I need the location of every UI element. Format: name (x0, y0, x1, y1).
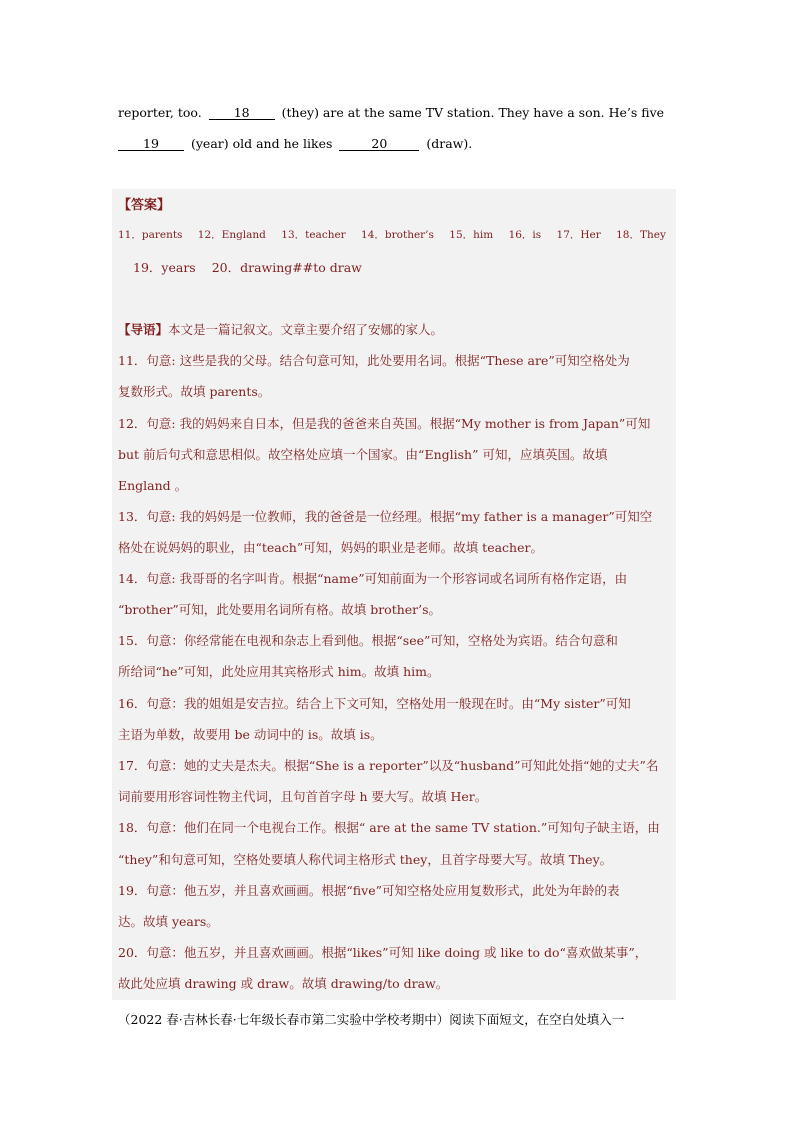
explanation-line: 19．句意：他五岁，并且喜欢画画。根据“five”可知空格处应用复数形式，此处为年龄的表 (118, 883, 620, 898)
blank-19: 19 (118, 137, 184, 151)
answer-item: 13．teacher (281, 229, 346, 241)
explanation-line: 13．句意: 我的妈妈是一位教师，我的爸爸是一位经理。根据“my father is a manager”可知空 (118, 509, 653, 524)
explanation-line: 词前要用形容词性物主代词，且句首首字母 h 要大写。故填 Her。 (118, 789, 488, 804)
explanation-line: “brother”可知，此处要用名词所有格。故填 brother’s。 (118, 602, 442, 617)
answer-panel (112, 189, 676, 1000)
guide-label: 【导语】 (118, 322, 169, 337)
answer-item: 20．drawing##to draw (211, 260, 362, 275)
answer-item: 12．England (197, 229, 266, 241)
explanation-line: “they”和句意可知，空格处要填人称代词主格形式 they，且首字母要大写。故填 They。 (118, 852, 613, 867)
explanation-line: England 。 (118, 478, 188, 493)
explanation-line: 达。故填 years。 (118, 914, 219, 929)
explanation-line: but 前后句式和意思相似。故空格处应填一个国家。由“English” 可知，应填英国。故填 (118, 447, 608, 462)
answer-item: 16．is (508, 229, 542, 241)
explanation-line: 20．句意：他五岁，并且喜欢画画。根据“likes”可知 like doing 或 like to do“喜欢做某事”， (118, 945, 648, 960)
next-question-intro: （2022 春·吉林长春·七年级长春市第二实验中学校考期中）阅读下面短文，在空白处填入一 (118, 1012, 625, 1027)
passage-text: (year) old and he likes (190, 136, 333, 151)
guide-line (118, 324, 443, 337)
answer-row-1 (118, 230, 666, 241)
answer-item: 18．They (616, 229, 666, 241)
explanation-line: 主语为单数，故要用 be 动词中的 is。故填 is。 (118, 727, 383, 742)
guide-text: 本文是一篇记叙文。文章主要介绍了安娜的家人。 (168, 322, 444, 337)
answer-item: 14．brother’s (361, 229, 434, 241)
explanation-line: 12．句意: 我的妈妈来自日本，但是我的爸爸来自英国。根据“My mother is from Japan”可知 (118, 416, 651, 431)
answer-heading: 【答案】 (118, 198, 171, 213)
explanation-line: 格处在说妈妈的职业，由“teach”可知，妈妈的职业是老师。故填 teacher。 (118, 540, 543, 555)
explanation-line: 15．句意：你经常能在电视和杂志上看到他。根据“see”可知，空格处为宾语。结合句意和 (118, 633, 618, 648)
explanation-line: 故此处应填 drawing 或 draw。故填 drawing/to draw。 (118, 976, 449, 991)
explanation-line: 所给词“he”可知，此处应用其宾格形式 him。故填 him。 (118, 664, 440, 679)
answer-row-2 (133, 262, 362, 275)
answer-item: 19．years (133, 260, 196, 275)
passage-line-2 (118, 137, 472, 151)
passage-text: (draw). (426, 136, 473, 151)
explanation-line: 11．句意: 这些是我的父母。结合句意可知，此处要用名词。根据“These are”可知空格处为 (118, 353, 630, 368)
passage-text: (they) are at the same TV station. They have a son. He’s five (281, 105, 665, 120)
answer-item: 15．him (449, 229, 494, 241)
explanation-line: 18．句意：他们在同一个电视台工作。根据“ are at the same TV station.”可知句子缺主语，由 (118, 820, 660, 835)
answer-item: 11．parents (118, 229, 183, 241)
explanation-line: 复数形式。故填 parents。 (118, 384, 271, 399)
blank-20: 20 (339, 137, 419, 151)
passage-line-1 (118, 106, 664, 120)
passage-text: reporter, too. (118, 105, 202, 120)
explanation-line: 17．句意：她的丈夫是杰夫。根据“She is a reporter”以及“husband”可知此处指“她的丈夫”名 (118, 758, 659, 773)
answer-item: 17．Her (556, 229, 601, 241)
explanation-line: 14．句意: 我哥哥的名字叫肯。根据“name”可知前面为一个形容词或名词所有格作定语，由 (118, 571, 628, 586)
explanation-line: 16．句意：我的姐姐是安吉拉。结合上下文可知，空格处用一般现在时。由“My sister”可知 (118, 696, 631, 711)
blank-18: 18 (209, 106, 275, 120)
